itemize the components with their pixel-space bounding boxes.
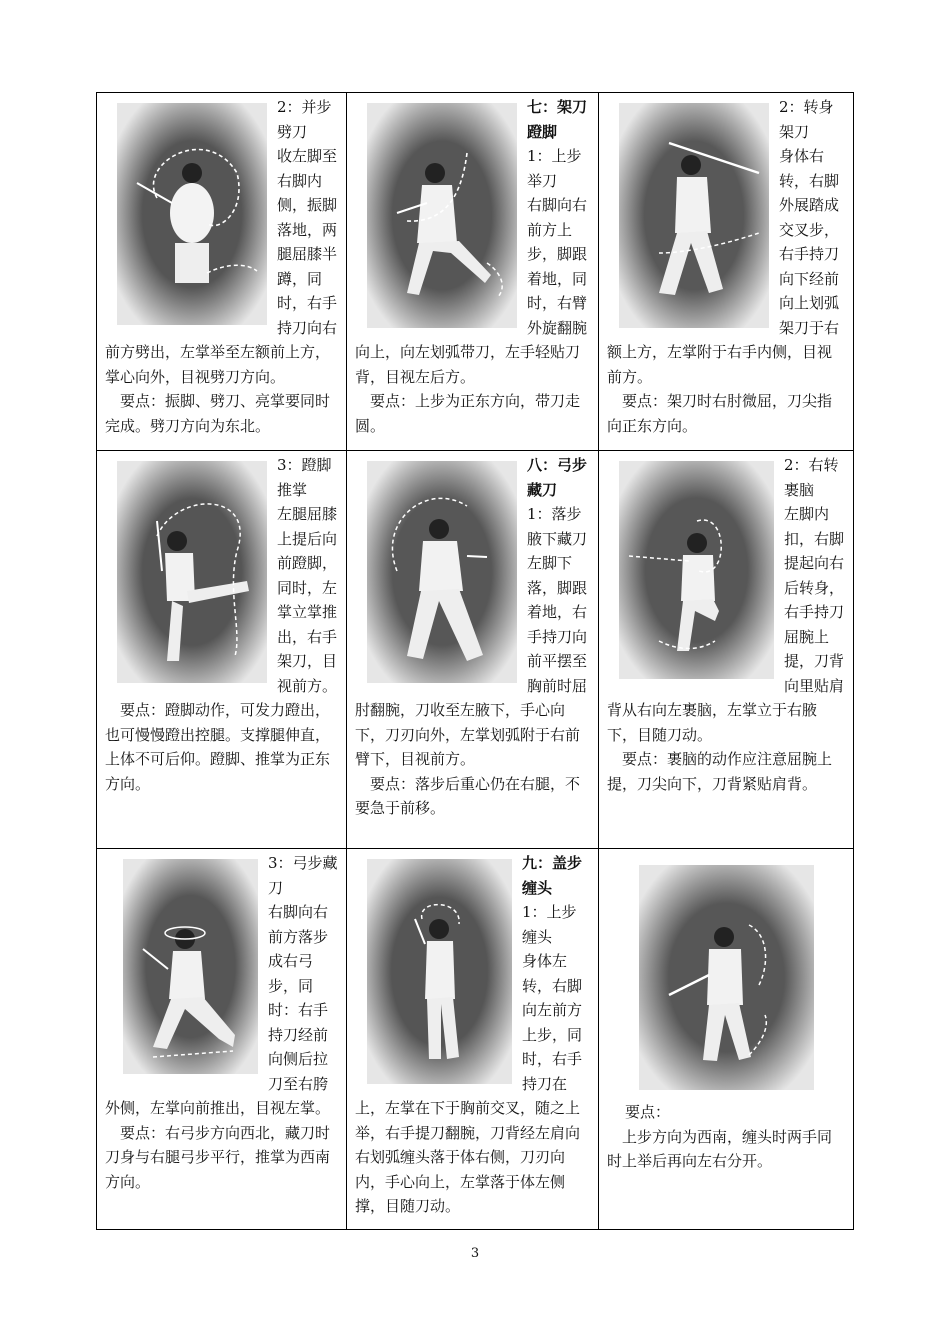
table-cell-4 — [97, 451, 347, 849]
section-heading: 八：弓步藏刀 — [527, 456, 588, 499]
move-subtitle: 3：蹬脚推掌 — [277, 456, 332, 499]
move-description: 右脚向右前方上步，脚跟着地，同时，右臂外旋翻腕向上，向左划弧带刀，左手轻贴刀背，目视左后方。 — [355, 196, 588, 386]
move-subtitle: 2：并步劈刀 — [277, 98, 332, 141]
key-point-label: 要点： — [625, 1103, 671, 1121]
move-key-point: 上步方向为西南，缠头时两手同时上举后再向左右分开。 — [607, 1127, 833, 1170]
photo-turn-wrap-head — [619, 461, 774, 679]
move-description: 身体右转，右脚外展踏成交叉步，右手持刀向下经前向上划弧架刀于右额上方，左掌附于右手内侧，目视前方。 — [607, 147, 840, 386]
move-key-point: 要点：架刀时右肘微屈，刀尖指向正东方向。 — [607, 392, 833, 435]
move-description: 左腿屈膝上提后向前蹬脚，同时，左掌立掌推出，右手架刀，目视前方。 — [277, 505, 338, 695]
move-key-point: 要点：落步后重心仍在右腿，不要急于前移。 — [355, 774, 581, 817]
move-description: 右脚向右前方落步成右弓步，同时：右手持刀经前向侧后拉刀至右胯外侧，左掌向前推出，目视左掌。 — [105, 903, 331, 1117]
move-key-point: 要点：裹脑的动作应注意屈腕上提，刀尖向下，刀背紧贴肩背。 — [607, 750, 833, 793]
move-subtitle: 2：右转裹脑 — [784, 456, 839, 499]
move-subtitle: 1：上步缠头 — [522, 903, 577, 946]
move-description: 左脚内扣，右脚提起向右后转身，右手持刀屈腕上提，刀背向里贴肩背从右向左裹脑，左掌立于右腋下，目随刀动。 — [607, 505, 845, 744]
table-cell-2 — [347, 93, 599, 451]
photo-cover-step — [639, 865, 814, 1090]
photo-step-hide-saber — [367, 461, 517, 683]
move-description: 收左脚至右脚内侧，振脚落地，两腿屈膝半蹲，同时，右手持刀向右前方劈出，左掌举至左额前上方，掌心向外，目视劈刀方向。 — [105, 147, 338, 386]
move-key-point: 要点：上步为正东方向，带刀走圆。 — [355, 392, 581, 435]
table-cell-3 — [599, 93, 853, 451]
move-key-point: 要点：蹬脚动作，可发力蹬出，也可慢慢蹬出控腿。支撑腿伸直，上体不可后仰。蹬脚、推掌为正东方向。 — [105, 701, 331, 793]
move-subtitle: 1：上步举刀 — [527, 147, 582, 190]
table-cell-6 — [599, 451, 853, 849]
table-cell-7 — [97, 849, 347, 1229]
table-cell-9 — [599, 849, 853, 1229]
photo-parallel-step-chop — [117, 103, 267, 325]
page-number: 3 — [470, 1246, 480, 1261]
page-table-frame — [96, 92, 854, 1230]
move-subtitle: 1：落步腋下藏刀 — [527, 505, 588, 548]
section-heading: 九：盖步缠头 — [522, 854, 583, 897]
photo-step-raise-saber — [367, 103, 517, 328]
move-table — [97, 93, 853, 1229]
section-heading: 七：架刀蹬脚 — [527, 98, 588, 141]
move-description: 身体左转，右脚向左前方上步，同时，右手持刀在上，左掌在下于胸前交叉，随之上举，右手提刀翻腕，刀背经左肩向右划弧缠头落于体右侧，刀刃向内，手心向上，左掌落于体左侧撑，目随刀动。 — [355, 952, 583, 1215]
move-subtitle: 2：转身架刀 — [779, 98, 834, 141]
table-cell-1 — [97, 93, 347, 451]
table-cell-5 — [347, 451, 599, 849]
move-key-point: 要点：右弓步方向西北，藏刀时刀身与右腿弓步平行，推掌为西南方向。 — [105, 1123, 331, 1191]
move-description: 左脚下落，脚跟着地，右手持刀向前平摆至胸前时屈肘翻腕，刀收至左腋下，手心向下，刀刃向外，左掌划弧附于右前臂下，目视前方。 — [355, 554, 588, 768]
move-key-point: 要点：振脚、劈刀、亮掌要同时完成。劈刀方向为东北。 — [105, 392, 331, 435]
move-subtitle: 3：弓步藏刀 — [268, 854, 338, 897]
photo-step-wrap-head — [367, 859, 512, 1084]
photo-turn-block-saber — [619, 103, 769, 328]
photo-bow-stance-hide-saber — [123, 859, 258, 1074]
table-cell-8 — [347, 849, 599, 1229]
photo-kick-push-palm — [117, 461, 267, 683]
